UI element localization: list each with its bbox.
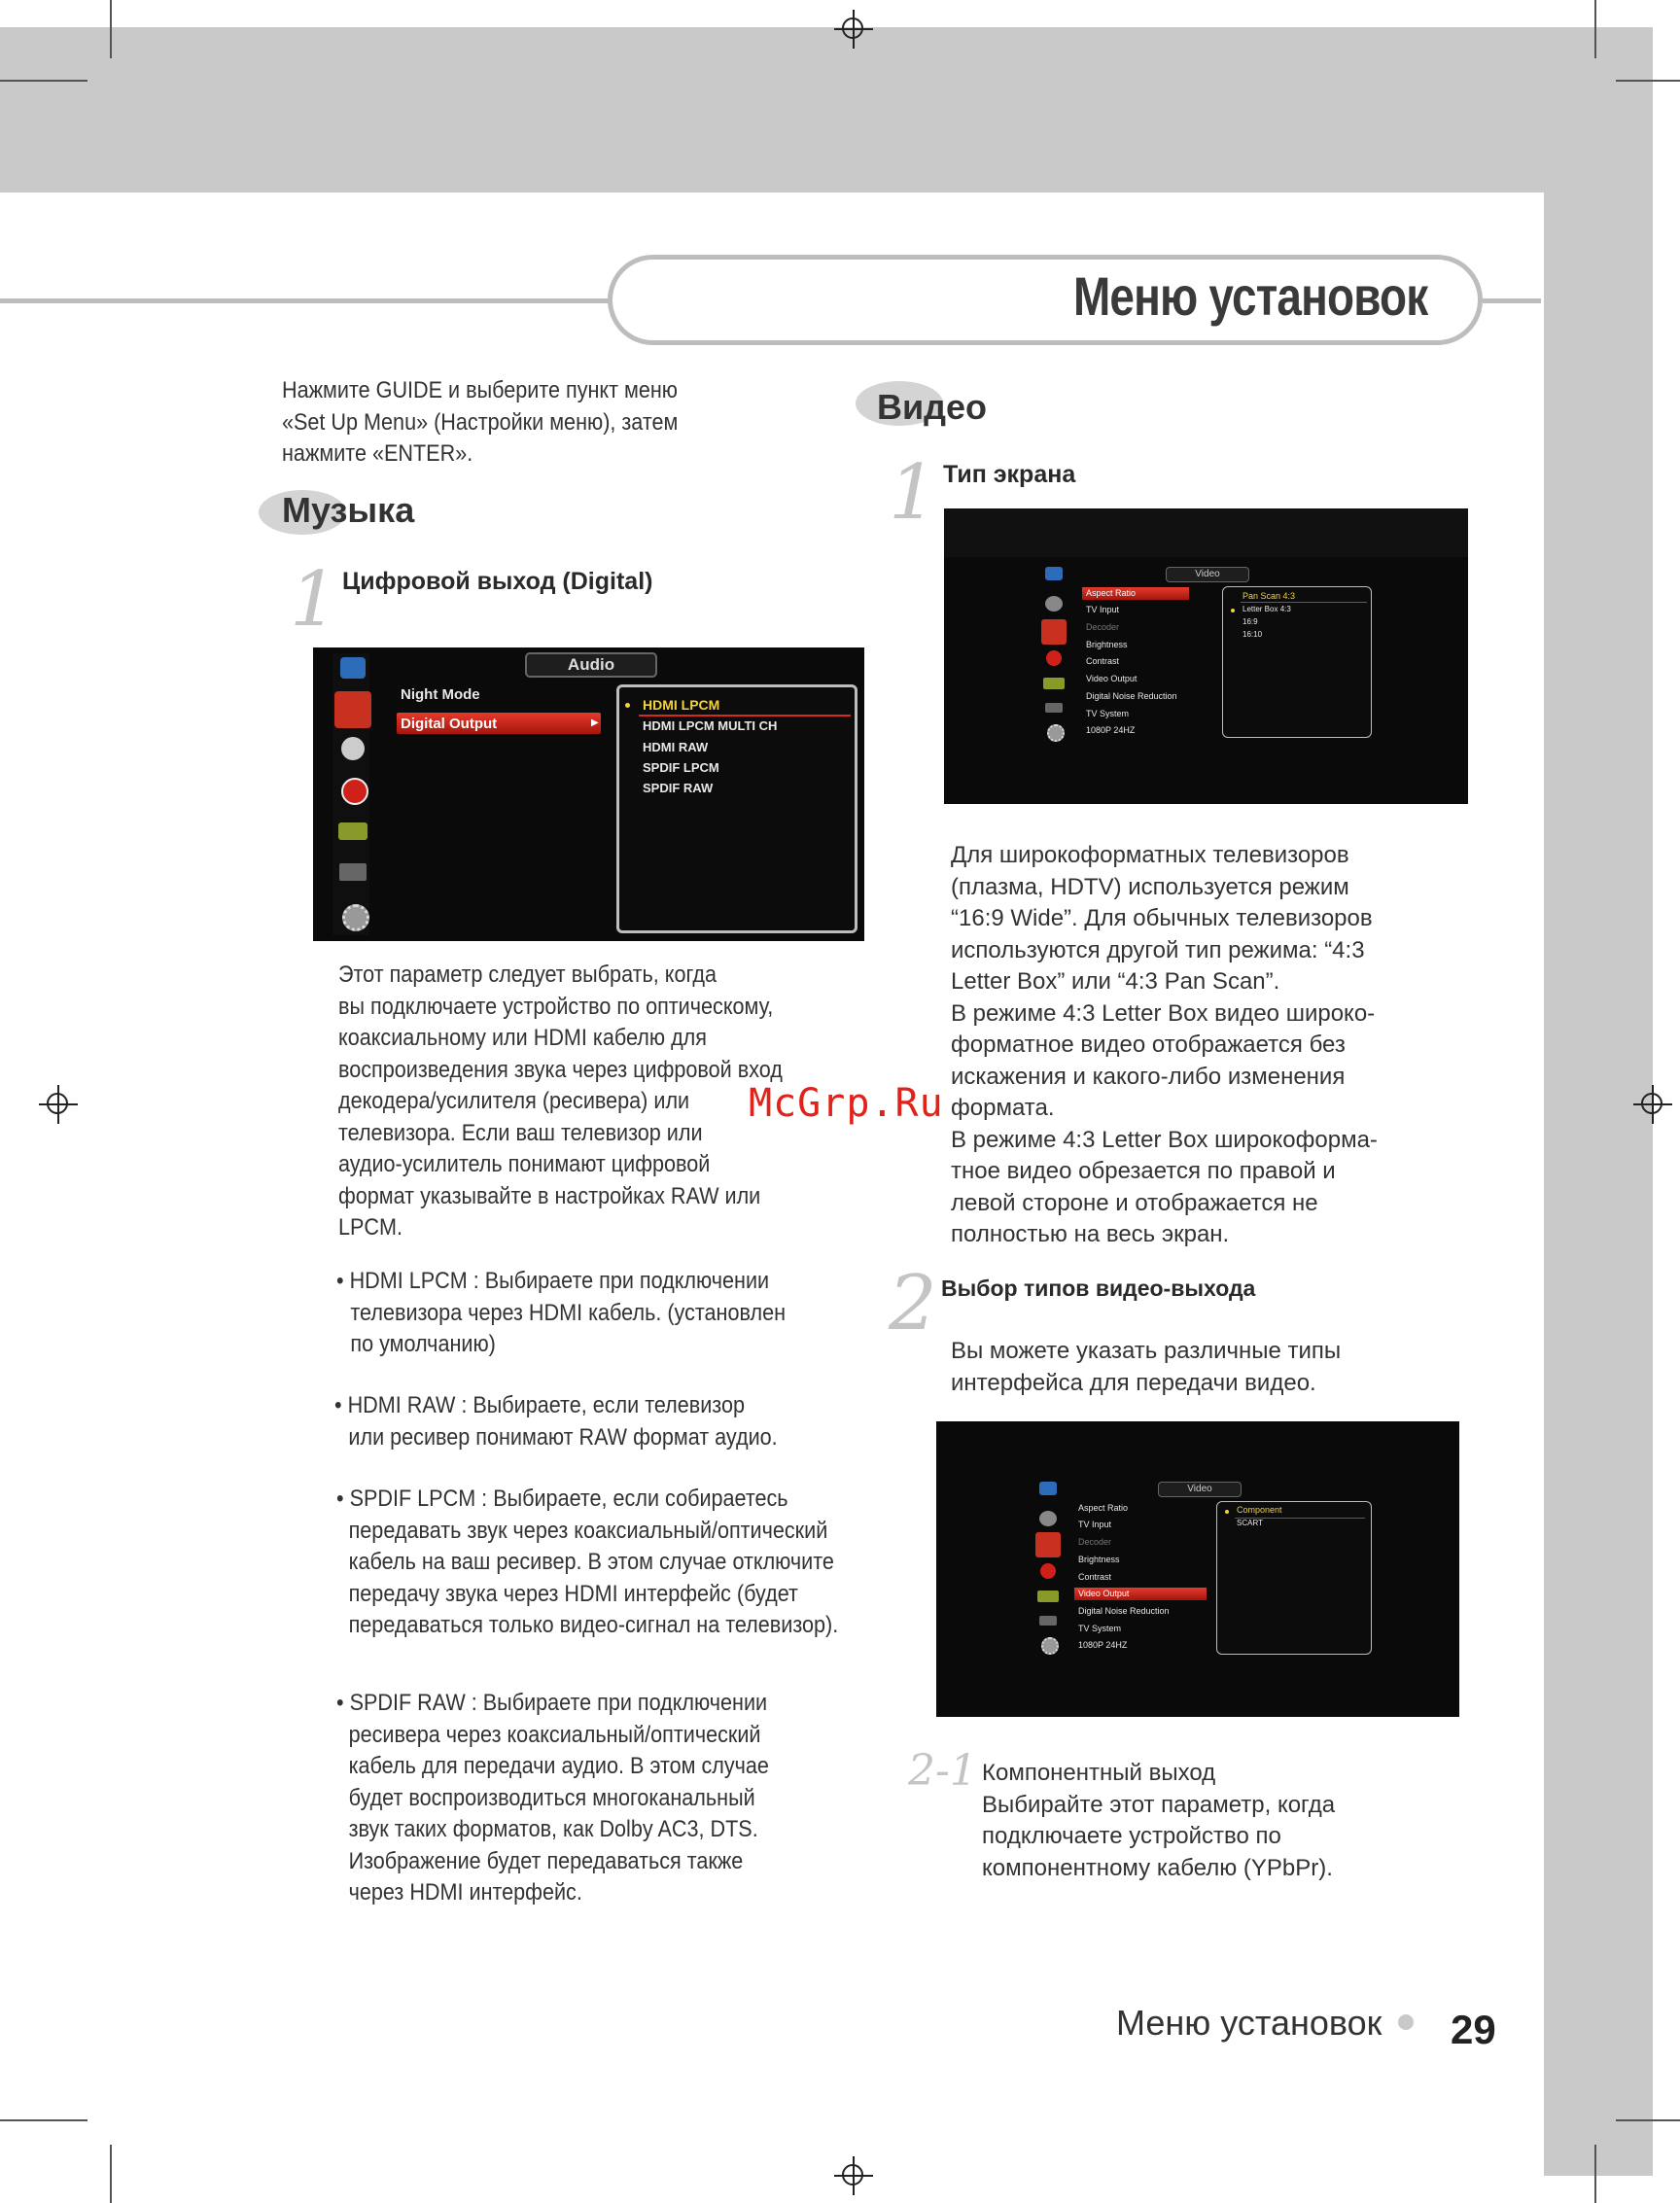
menu-item[interactable]: 1080P 24HZ [1078, 1640, 1128, 1650]
crop-mark [1594, 0, 1596, 58]
menu-item[interactable]: Decoder [1078, 1537, 1112, 1547]
page-number: 29 [1451, 2007, 1496, 2052]
menu-item[interactable]: Digital Noise Reduction [1078, 1606, 1170, 1616]
footer-dot [1398, 2014, 1414, 2030]
option-item[interactable]: HDMI LPCM MULTI CH [643, 718, 778, 733]
tv-icon [340, 657, 366, 679]
tv-icon [1039, 1482, 1057, 1495]
tab-video[interactable]: Video [1158, 1482, 1242, 1497]
registration-mark-icon [1633, 1085, 1672, 1124]
gear-icon [1041, 1637, 1059, 1655]
menu-item[interactable]: Brightness [1078, 1555, 1120, 1564]
video-step1-description: Для широкоформатных телевизоров (плазма, HDTV) используется режим “16:9 Wide”. Для обычных телевизоров используются другой тип режима: “4:3 Letter Box” или “4:3 Pan Scan”. В режиме 4:3 Letter Box видео широко- форматное видео отображается без искажения и какого-либо изменения формата. В режиме 4:3 Letter Box широкоформа- тное видео обрезается по правой и левой стороне и отображается не полностью на весь экран. [951, 842, 1378, 1247]
menu-item[interactable]: Decoder [1086, 622, 1120, 632]
video-step2-title: Выбор типов видео-выхода [941, 1276, 1256, 1301]
tab-video[interactable]: Video [1166, 567, 1249, 582]
wave-icon [339, 863, 367, 881]
gear-icon [1047, 724, 1065, 742]
options-panel [1222, 586, 1372, 738]
registration-mark-icon [834, 10, 873, 49]
music-section-title: Музыка [282, 490, 415, 530]
crop-mark [0, 2119, 88, 2121]
option-item[interactable]: 16:10 [1242, 630, 1263, 639]
headphones-icon [334, 691, 371, 728]
step-number: 2 [889, 1260, 937, 1347]
option-item[interactable]: Pan Scan 4:3 [1242, 591, 1296, 601]
gear-icon [342, 904, 369, 931]
title-rule-right [1483, 298, 1541, 303]
menu-item[interactable]: Contrast [1078, 1572, 1112, 1582]
video-step21-description: Компонентный выход Выбирайте этот параметр, когда подключаете устройство по компонентному кабелю (YPbPr). [982, 1760, 1336, 1881]
menu-item-selected[interactable]: Video Output [1078, 1589, 1130, 1598]
crop-mark [1616, 80, 1680, 82]
audio-menu-screenshot [313, 647, 864, 941]
crop-mark [0, 80, 88, 82]
menu-item[interactable]: TV Input [1086, 605, 1120, 614]
crop-mark [110, 0, 112, 58]
record-icon [1046, 650, 1062, 666]
menu-item[interactable]: Contrast [1086, 656, 1120, 666]
intro-text: Нажмите GUIDE и выберите пункт меню «Set Up Menu» (Настройки меню), затем нажмите «ENTER». [282, 377, 679, 467]
wave-icon [1039, 1616, 1057, 1626]
step-number: 1 [889, 449, 937, 537]
step-number: 1 [290, 556, 338, 644]
menu-item[interactable]: TV System [1078, 1624, 1122, 1633]
menu-item-selected[interactable]: Aspect Ratio [1086, 588, 1137, 598]
bullet-hdmi-raw: • HDMI RAW : Выбираете, если телевизор или ресивер понимают RAW формат аудио. [334, 1392, 778, 1451]
film-reel-icon [1035, 1532, 1061, 1557]
menu-item[interactable]: Brightness [1086, 640, 1128, 649]
registration-mark-icon [834, 2156, 873, 2195]
film-reel-icon [341, 737, 365, 760]
headphones-icon [1039, 1511, 1057, 1526]
music-description: Этот параметр следует выбрать, когда вы подключаете устройство по оптическому, коаксиальному или HDMI кабелю для воспроизведения звука через цифровой вход декодера/усилителя (ресивера) или телевизора. Если ваш телевизор или аудио-усилитель понимают цифровой формат указывайте в настройках RAW или LPCM. [338, 962, 783, 1241]
step-number: 2-1 [908, 1746, 977, 1796]
headphones-icon [1045, 596, 1063, 612]
wave-icon [1045, 703, 1063, 713]
arrow-right-icon: ▶ [591, 717, 599, 728]
bullet-spdif-lpcm: • SPDIF LPCM : Выбираете, если собираетесь передавать звук через коаксиальный/оптический кабель на ваш ресивер. В этом случае отключите передачу звука через HDMI интерфейс (будет передаваться только видео-сигнал на телевизор). [336, 1486, 839, 1638]
right-gray-bar [1544, 192, 1653, 2176]
record-icon [341, 778, 368, 805]
tab-audio[interactable]: Audio [525, 652, 657, 678]
menu-item-selected[interactable]: Digital Output [401, 716, 498, 732]
film-reel-icon [1041, 619, 1067, 645]
crop-mark [110, 2145, 112, 2203]
video-step2-description: Вы можете указать различные типы интерфейса для передачи видео. [951, 1338, 1342, 1396]
selected-dot-icon [1231, 609, 1235, 612]
bullet-hdmi-lpcm: • HDMI LPCM : Выбираете при подключении телевизора через HDMI кабель. (установлен по умолчанию) [336, 1268, 787, 1357]
option-item[interactable]: SCART [1237, 1519, 1263, 1527]
menu-item[interactable]: Video Output [1086, 674, 1138, 683]
menu-item[interactable]: Aspect Ratio [1078, 1503, 1129, 1513]
top-gray-band [0, 27, 1653, 192]
option-item[interactable]: SPDIF LPCM [643, 760, 719, 775]
menu-item[interactable]: 1080P 24HZ [1086, 725, 1136, 735]
option-item[interactable]: Letter Box 4:3 [1242, 605, 1291, 613]
registration-mark-icon [39, 1085, 78, 1124]
music-step1-title: Цифровой выход (Digital) [342, 568, 653, 595]
network-icon [338, 822, 368, 840]
footer-label: Меню установок [1116, 2003, 1382, 2043]
option-item[interactable]: Component [1237, 1505, 1282, 1515]
video-step1-title: Тип экрана [943, 461, 1076, 488]
menu-item[interactable]: Night Mode [401, 686, 480, 703]
option-underline [639, 715, 851, 717]
option-item[interactable]: SPDIF RAW [643, 781, 714, 795]
page-title: Меню установок [1072, 265, 1427, 327]
crop-mark [1616, 2119, 1680, 2121]
option-item[interactable]: 16:9 [1242, 617, 1258, 626]
selected-dot-icon [1225, 1510, 1229, 1514]
video-output-screenshot [936, 1421, 1459, 1717]
record-icon [1040, 1563, 1056, 1579]
watermark: McGrp.Ru [749, 1081, 944, 1126]
menu-item[interactable]: TV System [1086, 709, 1130, 718]
option-underline [1241, 602, 1367, 603]
selected-dot-icon [625, 703, 630, 708]
menu-item[interactable]: Digital Noise Reduction [1086, 691, 1177, 701]
option-item[interactable]: HDMI LPCM [643, 697, 720, 713]
options-panel [616, 684, 858, 933]
video-section-title: Видео [877, 387, 987, 427]
crop-mark [1594, 2145, 1596, 2203]
network-icon [1037, 1591, 1059, 1602]
network-icon [1043, 678, 1065, 689]
bullet-spdif-raw: • SPDIF RAW : Выбираете при подключении ресивера через коаксиальный/оптический кабель для передачи аудио. В этом случае будет воспроизводиться многоканальный звук таких форматов, как Dolby AC3, DTS. Изображение будет передаваться также через HDMI интерфейс. [336, 1690, 769, 1906]
video-aspect-screenshot [944, 508, 1468, 804]
tv-icon [1045, 567, 1063, 580]
option-item[interactable]: HDMI RAW [643, 740, 709, 754]
options-panel [1216, 1501, 1372, 1655]
menu-item[interactable]: TV Input [1078, 1520, 1112, 1529]
title-rule-left [0, 298, 622, 303]
